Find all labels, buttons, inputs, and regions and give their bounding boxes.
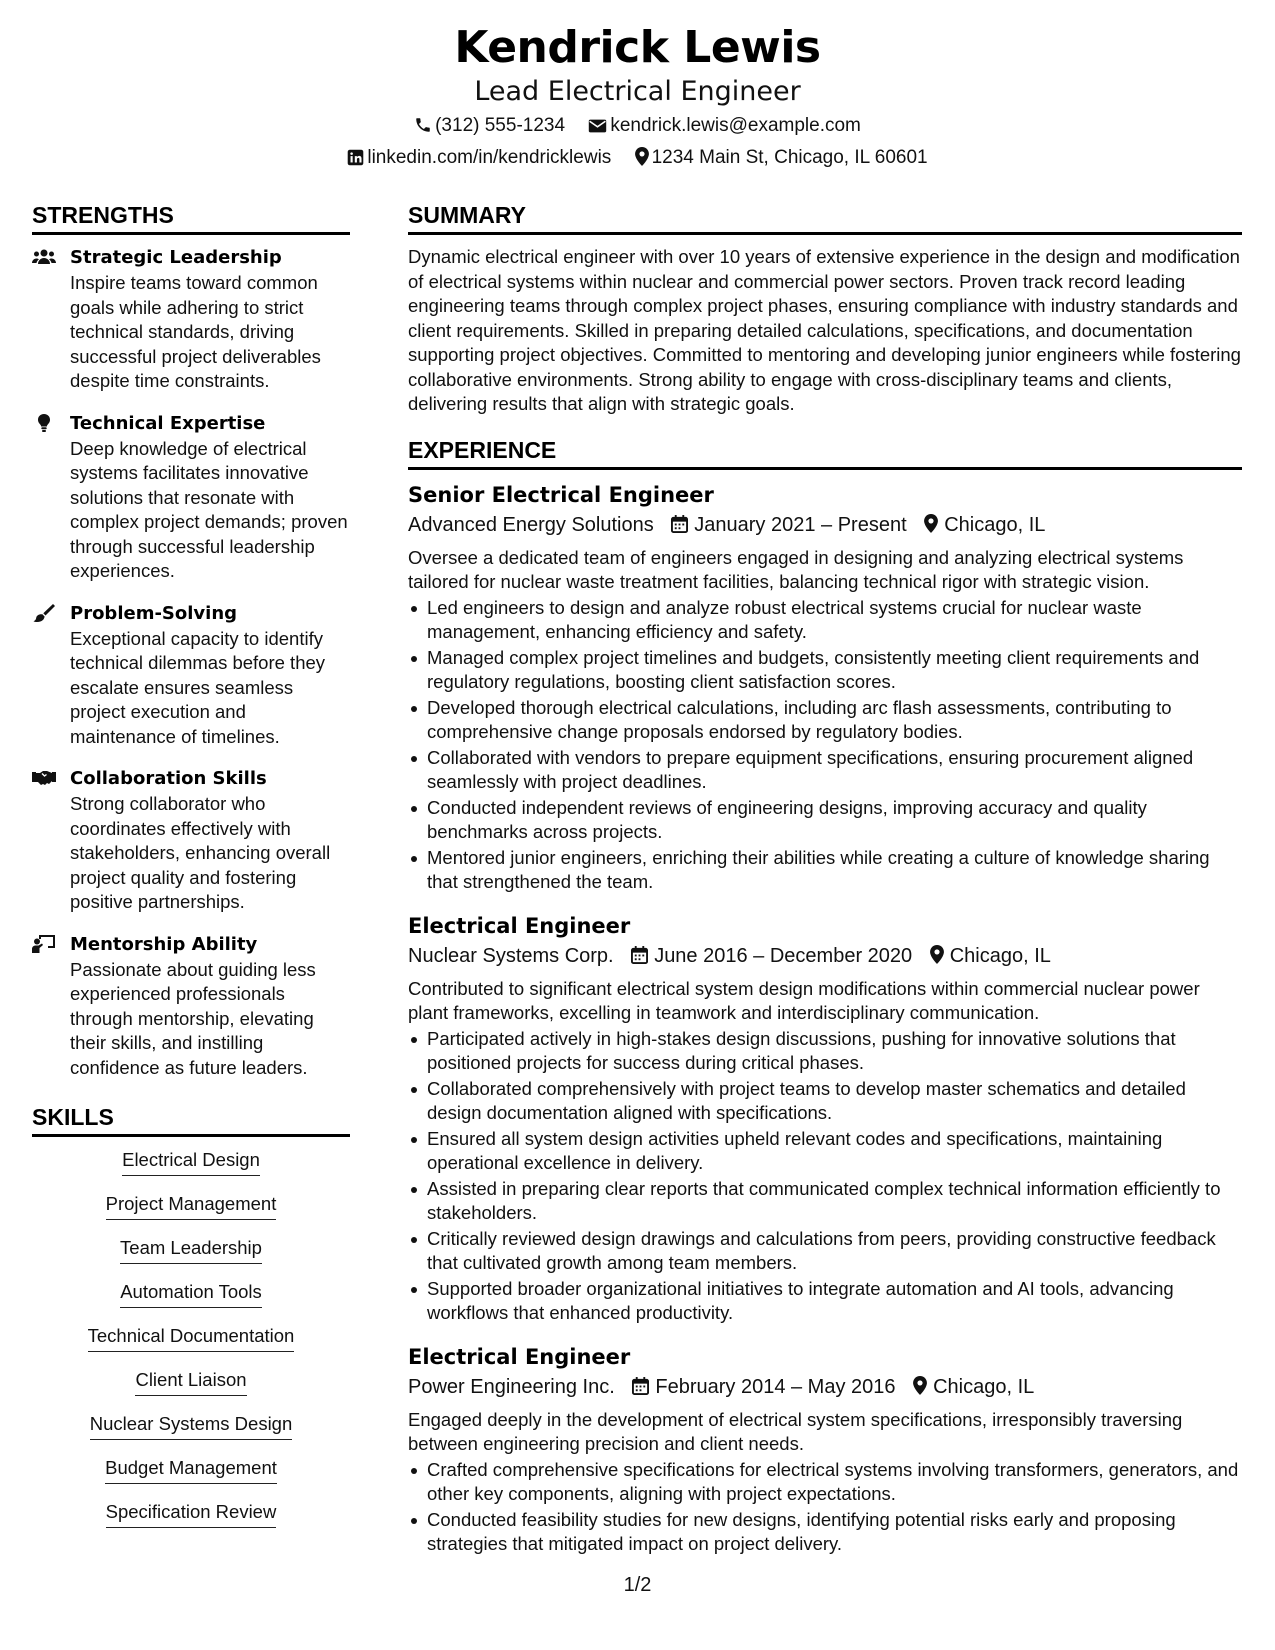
bullet-item: Conducted feasibility studies for new designs, identifying potential risks early and proposing strategies that mitigated impact on project delivery. — [408, 1508, 1242, 1557]
job-description: Engaged deeply in the development of electrical system specifications, irresponsibly traversing between engineering precision and client needs. — [408, 1408, 1183, 1454]
phone-text[interactable]: (312) 555-1234 — [435, 115, 566, 136]
envelope-icon — [588, 118, 607, 134]
job-description: Contributed to significant electrical system design modifications within commercial nuclear power plant frameworks, excelling in teamwork and interdisciplinary communication. — [408, 977, 1200, 1023]
bullet-item: Mentored junior engineers, enriching their abilities while creating a culture of knowledge sharing that strengthened the team. — [408, 846, 1242, 895]
strength-title: Mentorship Ability — [70, 933, 258, 955]
strength-title: Strategic Leadership — [70, 247, 282, 268]
strength-desc: Strong collaborator who coordinates effectively with stakeholders, enhancing overall project quality and fostering positive partnerships. — [70, 793, 331, 912]
bullet-item: Participated actively in high-stakes design discussions, pushing for innovative solutions that positioned projects for success during critical phases. — [408, 1027, 1242, 1076]
chalkboard-teacher-icon — [32, 934, 56, 954]
candidate-title: Lead Electrical Engineer — [474, 76, 801, 107]
job-bullets — [408, 1458, 1242, 1557]
map-marker-icon — [924, 514, 938, 533]
summary-text: Dynamic electrical engineer with over 10 years of extensive experience in the design and modification of electrical systems within nuclear and commercial power sectors. Proven track record leading engineering teams through complex project phases, ensuring compliance with industry standards and client requirements. Skilled in preparing detailed calculations, specifications, and documentation supporting project objectives. Committed to mentoring and developing junior engineers while fostering collaborative environments. Strong ability to engage with cross-disciplinary teams and clients, delivering results that align with strategic goals. — [408, 246, 1241, 414]
candidate-name: Kendrick Lewis — [454, 22, 821, 73]
bullet-item: Collaborated with vendors to prepare equipment specifications, ensuring procurement aligned seamlessly with project deadlines. — [408, 746, 1242, 795]
brush-icon — [32, 603, 56, 623]
strength-item — [32, 766, 350, 915]
bullet-item: Supported broader organizational initiatives to integrate automation and AI tools, advancing workflows that enhanced productivity. — [408, 1277, 1242, 1326]
summary-heading: SUMMARY — [408, 200, 1242, 235]
job-dates-group — [671, 510, 906, 540]
job-location: Chicago, IL — [944, 513, 1046, 536]
bullet-item: Conducted independent reviews of engineering designs, improving accuracy and quality benchmarks across projects. — [408, 796, 1242, 845]
skill-tag: Electrical Design — [122, 1147, 260, 1176]
strength-desc: Passionate about guiding less experienced professionals through mentorship, elevating their skills, and instilling confidence as future leaders. — [70, 958, 316, 1078]
job-dates: June 2016 – December 2020 — [654, 944, 913, 967]
email-text[interactable]: kendrick.lewis@example.com — [610, 115, 861, 136]
job-location: Chicago, IL — [949, 944, 1051, 967]
calendar-icon — [671, 515, 688, 533]
address-text: 1234 Main St, Chicago, IL 60601 — [651, 147, 928, 168]
strength-title: Problem-Solving — [70, 602, 238, 624]
job-dates-group — [632, 1372, 895, 1402]
skills-heading: SKILLS — [32, 1102, 350, 1137]
job-entry — [408, 1342, 1242, 1557]
address-contact — [635, 142, 928, 174]
job-location-group — [913, 1372, 1034, 1402]
job-location-group — [930, 941, 1051, 971]
strengths-heading: STRENGTHS — [32, 200, 350, 235]
job-company: Advanced Energy Solutions — [408, 513, 654, 536]
job-entry — [408, 911, 1242, 1326]
users-icon — [32, 247, 56, 267]
strength-item — [32, 932, 350, 1081]
bullet-item: Critically reviewed design drawings and calculations from peers, providing constructive feedback that cultivated growth among team members. — [408, 1227, 1242, 1276]
linkedin-contact — [347, 142, 611, 174]
map-marker-icon — [913, 1376, 927, 1395]
map-marker-icon — [930, 945, 944, 964]
strength-title: Technical Expertise — [70, 412, 266, 434]
map-marker-icon — [635, 147, 649, 166]
email-contact — [588, 110, 861, 142]
phone-contact — [414, 110, 565, 142]
job-title: Senior Electrical Engineer — [408, 482, 714, 507]
page-number: 1/2 — [623, 1574, 652, 1596]
skill-tag: Client Liaison — [135, 1367, 246, 1396]
calendar-icon — [632, 1377, 649, 1395]
job-title: Electrical Engineer — [408, 1344, 631, 1369]
bullet-item: Assisted in preparing clear reports that communicated complex technical information efficiently to stakeholders. — [408, 1177, 1242, 1226]
job-company: Power Engineering Inc. — [408, 1375, 615, 1398]
bullet-item: Crafted comprehensive specifications for electrical systems involving transformers, generators, and other key components, aligning with project expectations. — [408, 1458, 1242, 1507]
job-location-group — [924, 510, 1045, 540]
bullet-item: Led engineers to design and analyze robust electrical systems crucial for nuclear waste management, enhancing efficiency and safety. — [408, 596, 1242, 645]
strength-desc: Deep knowledge of electrical systems facilitates innovative solutions that resonate with complex project demands; proven through successful leadership experiences. — [70, 437, 348, 581]
skill-tag: Technical Documentation — [88, 1323, 295, 1352]
right-column — [408, 200, 1242, 1573]
job-entry — [408, 480, 1242, 895]
experience-heading: EXPERIENCE — [408, 435, 1242, 470]
phone-icon — [414, 116, 432, 134]
skill-tag: Team Leadership — [120, 1235, 262, 1264]
resume-header — [0, 22, 1275, 174]
linkedin-icon — [347, 149, 364, 166]
contact-line-2 — [0, 142, 1275, 174]
strength-desc: Exceptional capacity to identify technical dilemmas before they escalate ensures seamless project execution and maintenance of timelines. — [70, 627, 326, 747]
linkedin-text[interactable]: linkedin.com/in/kendricklewis — [367, 147, 612, 168]
job-dates: February 2014 – May 2016 — [655, 1375, 896, 1398]
bullet-item: Developed thorough electrical calculations, including arc flash assessments, contributing to comprehensive change proposals endorsed by regulatory bodies. — [408, 696, 1242, 745]
bullet-item: Managed complex project timelines and budgets, consistently meeting client requirements and regulatory regulations, boosting client satisfaction scores. — [408, 646, 1242, 695]
contact-line-1 — [0, 110, 1275, 142]
bullet-item: Ensured all system design activities upheld relevant codes and specifications, maintaining operational excellence in delivery. — [408, 1127, 1242, 1176]
skill-tag: Budget Management — [105, 1455, 277, 1484]
skill-tag: Specification Review — [106, 1499, 277, 1528]
job-meta — [408, 1372, 1242, 1402]
left-column — [32, 200, 350, 1543]
strength-item — [32, 245, 350, 394]
strength-title: Collaboration Skills — [70, 768, 267, 789]
job-description: Oversee a dedicated team of engineers engaged in designing and analyzing electrical systems tailored for nuclear waste treatment facilities, balancing technical rigor with strategic vision. — [408, 546, 1184, 592]
job-title: Electrical Engineer — [408, 913, 631, 938]
job-dates: January 2021 – Present — [694, 513, 907, 536]
skill-tag: Automation Tools — [120, 1279, 262, 1308]
job-location: Chicago, IL — [933, 1375, 1035, 1398]
job-bullets — [408, 1027, 1242, 1326]
job-meta — [408, 510, 1242, 540]
strength-desc: Inspire teams toward common goals while adhering to strict technical standards, driving successful project deliverables despite time constraints. — [70, 272, 321, 391]
job-dates-group — [631, 941, 912, 971]
calendar-icon — [631, 946, 648, 964]
bullet-item: Collaborated comprehensively with project teams to develop master schematics and detailed design documentation aligned with specifications. — [408, 1077, 1242, 1126]
skill-tag: Nuclear Systems Design — [90, 1411, 293, 1440]
handshake-icon — [32, 768, 56, 788]
strength-item — [32, 411, 350, 584]
skills-list — [32, 1147, 350, 1543]
lightbulb-icon — [32, 413, 56, 433]
job-meta — [408, 941, 1242, 971]
job-company: Nuclear Systems Corp. — [408, 944, 614, 967]
skill-tag: Project Management — [106, 1191, 277, 1220]
job-bullets — [408, 596, 1242, 895]
strength-item — [32, 601, 350, 750]
